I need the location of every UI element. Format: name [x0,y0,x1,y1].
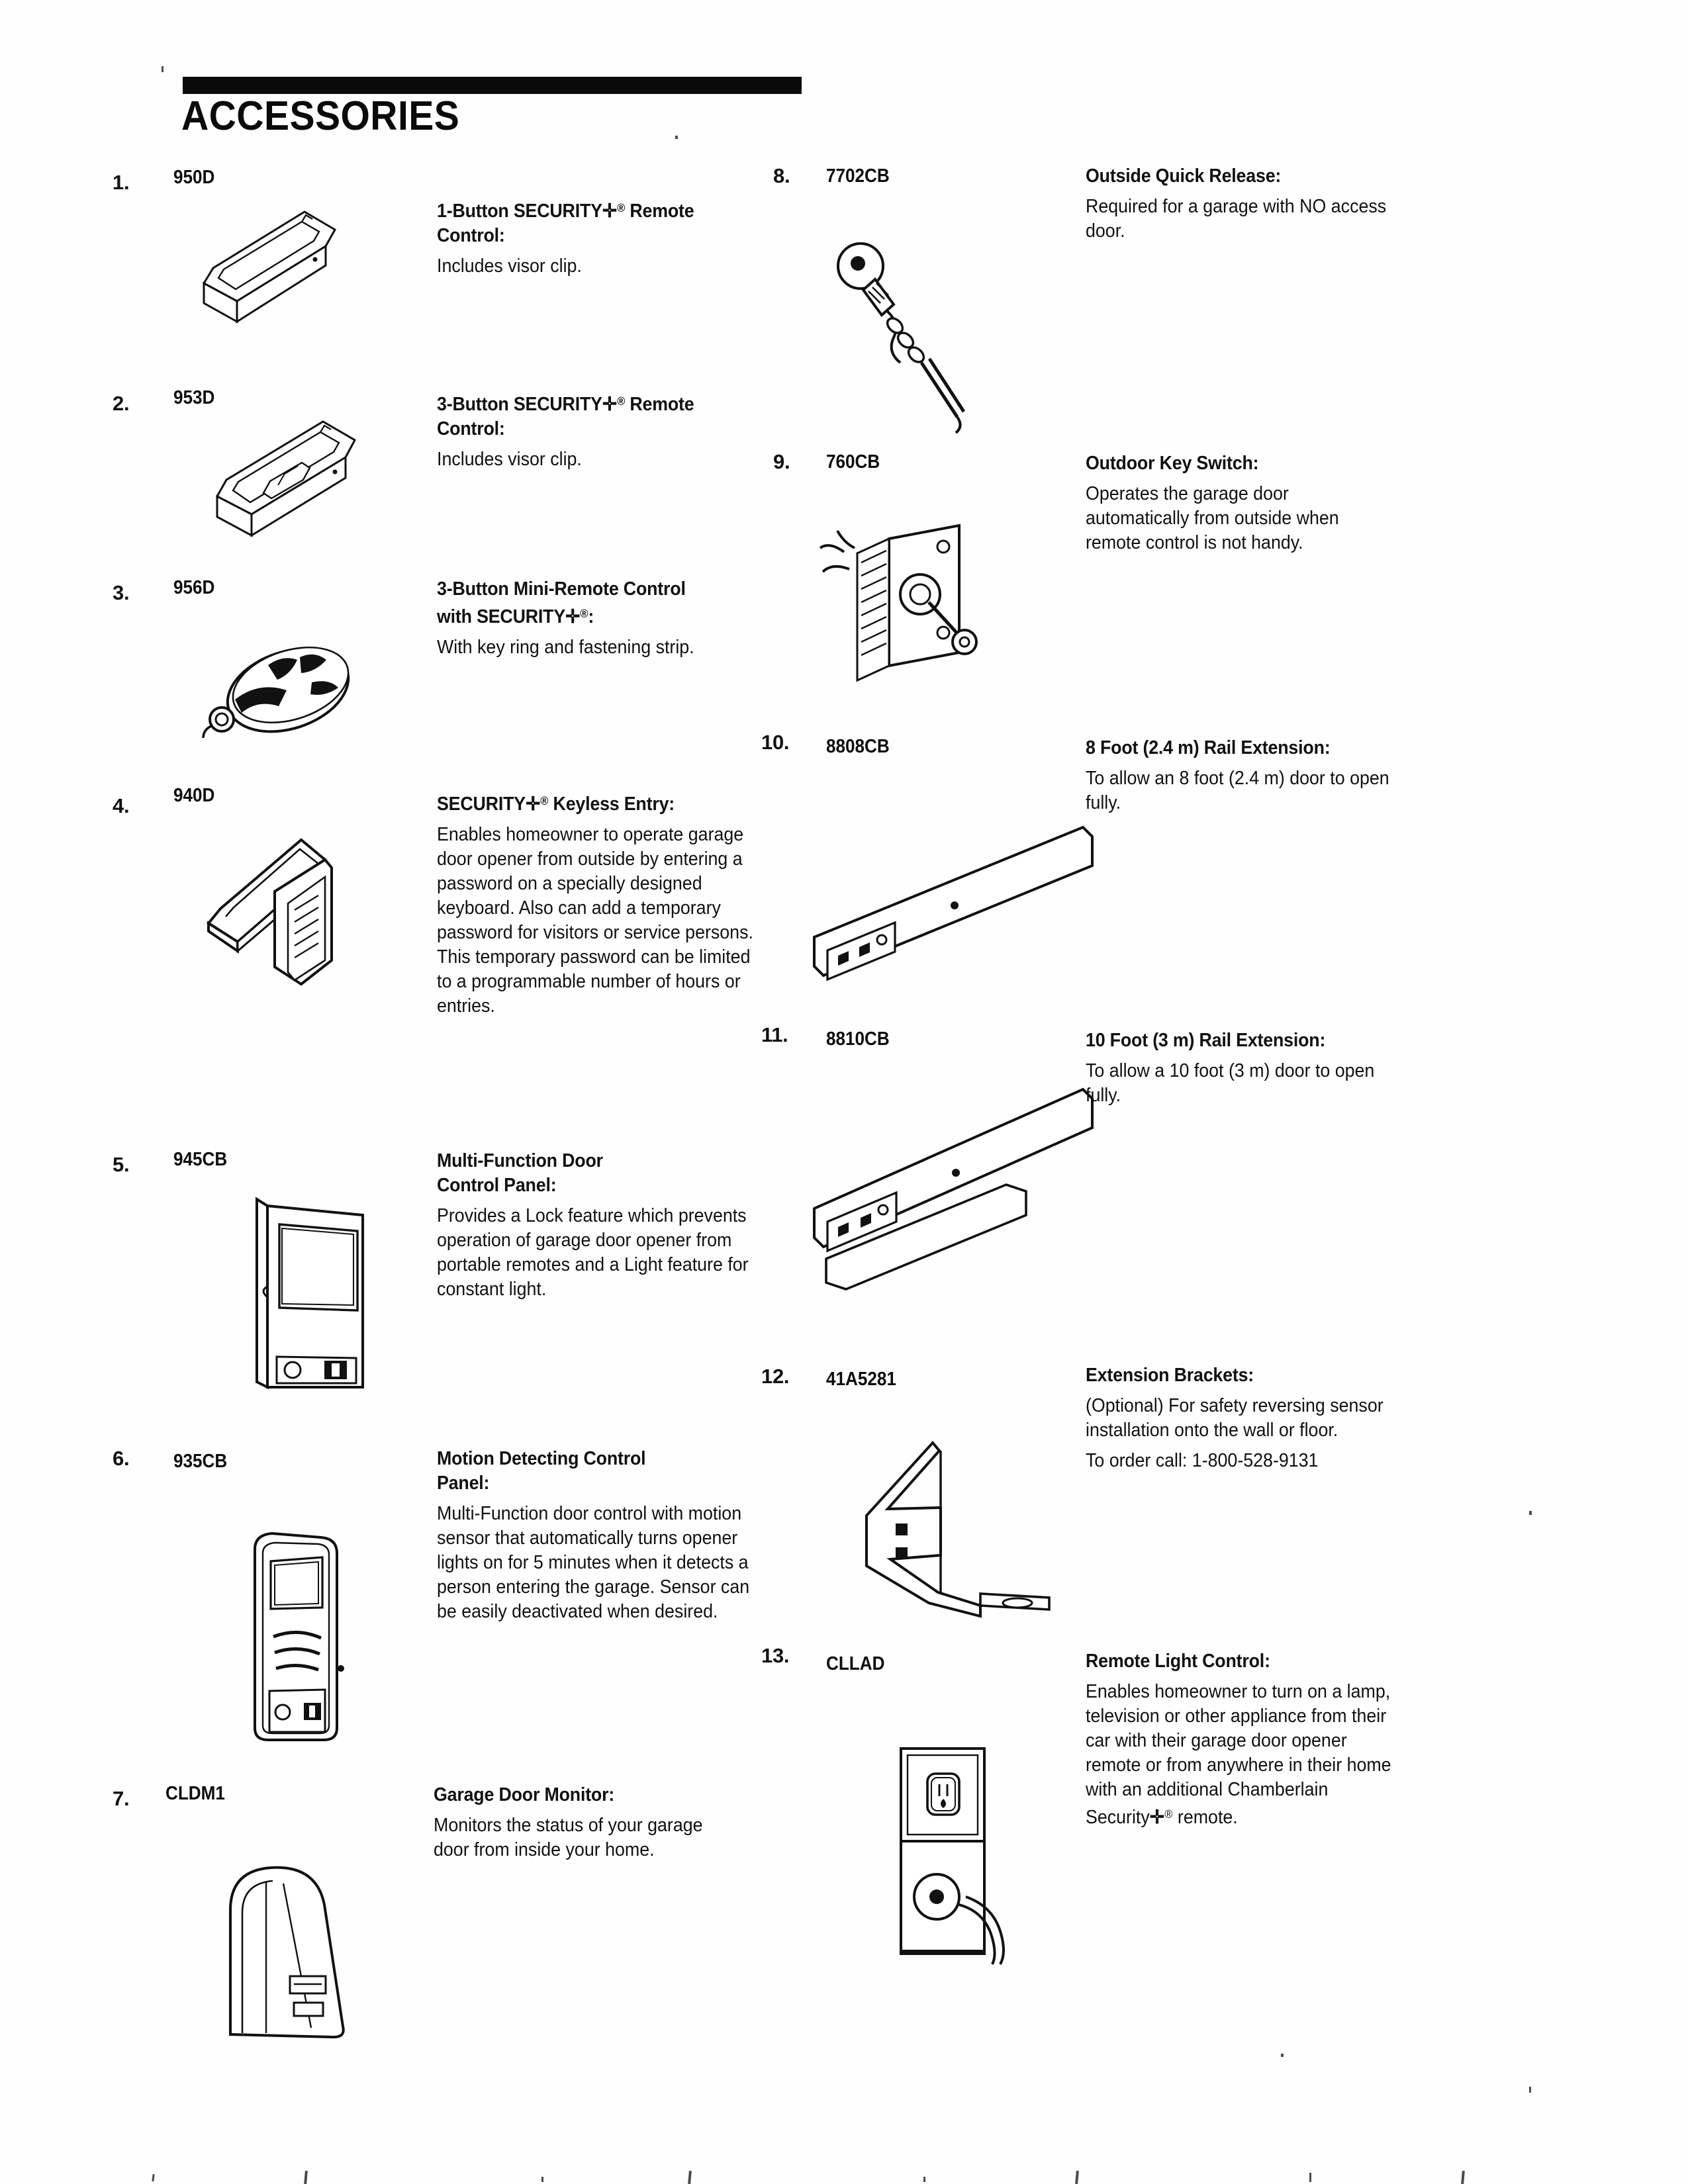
scan-artifact [1461,2171,1465,2184]
scan-artifact [1529,2087,1531,2093]
item-model: 935CB [173,1451,228,1472]
item-number: 2. [113,392,130,415]
item-model: 41A5281 [826,1369,896,1390]
quick-release-illustration [821,238,993,443]
item-model: CLLAD [826,1653,885,1674]
item-model: CLDM1 [165,1783,225,1804]
item-description: 1-Button SECURITY✛® Remote Control: Includes visor clip. [437,200,694,277]
scan-artifact [1529,1511,1532,1515]
item-number: 6. [113,1447,130,1470]
scan-artifact [152,2174,154,2181]
item-number: 12. [761,1365,790,1388]
item-number: 10. [761,731,790,754]
key-switch-illustration [818,516,1009,702]
item-description: Garage Door Monitor: Monitors the status of your garage door from inside your home. [434,1784,703,1860]
extension-bracket-illustration [851,1436,1069,1621]
item-number: 8. [773,164,790,187]
item-model: 945CB [173,1149,228,1170]
item-model: 953D [173,387,215,408]
rail-10ft-illustration [808,1079,1099,1310]
item-number: 1. [113,171,130,194]
item-number: 4. [113,794,130,817]
item-model: 8808CB [826,736,890,757]
scan-artifact [923,2177,925,2182]
item-number: 11. [761,1023,788,1046]
item-description: 8 Foot (2.4 m) Rail Extension: To allow an 8 foot (2.4 m) door to open fully. [1086,737,1389,813]
remote-3button-illustration [185,407,377,539]
item-number: 5. [113,1153,130,1176]
item-description: Motion Detecting Control Panel: Multi-Function door control with motion sensor that automatically turns opener lights on for 5 minutes when it detects a person entering the garage. Sensor can be easily deactivated when desired. [437,1448,750,1622]
light-control-illustration [877,1741,1069,1966]
scan-artifact [1075,2171,1079,2184]
scan-artifact [675,136,678,139]
scan-artifact [1309,2173,1311,2182]
item-number: 9. [773,450,790,473]
header-rule [183,77,802,94]
rail-8ft-illustration [808,814,1099,999]
item-number: 7. [113,1787,130,1810]
item-description: 10 Foot (3 m) Rail Extension: To allow a 10 foot (3 m) door to open fully. [1086,1030,1375,1106]
scan-artifact [688,2171,692,2184]
item-model: 940D [173,785,215,806]
control-panel-illustration [245,1191,384,1390]
item-description: Outdoor Key Switch: Operates the garage door automatically from outside when remote control is not handy. [1086,453,1339,553]
item-model: 956D [173,577,215,598]
scan-artifact [541,2177,543,2182]
item-description: SECURITY✛® Keyless Entry: Enables homeowner to operate garage door opener from outside by entering a password on a specially designed keyboard. Also can add a temporary password for visitors or service persons. This temporary password can be limited to a programmable number of hours or entries. [437,793,753,1017]
item-description: Extension Brackets: (Optional) For safety reversing sensor installation onto the wall or floor. To order call: 1-800-528-9131 [1086,1363,1403,1473]
item-model: 760CB [826,451,880,473]
item-description: Outside Quick Release: Required for a garage with NO access door. [1086,165,1387,242]
item-description: 3-Button Mini-Remote Control with SECURITY✛®: With key ring and fastening strip. [437,578,694,658]
item-description: Remote Light Control: Enables homeowner to turn on a lamp, television or other appliance from their car with their garage door opener remote or from anywhere in their home with an additional Chamberlain Security✛® remote. [1086,1651,1391,1828]
keyless-entry-illustration [195,831,387,1003]
item-description: 3-Button SECURITY✛® Remote Control: Includes visor clip. [437,393,694,470]
page-title: ACCESSORIES [181,93,460,139]
scan-artifact [304,2171,308,2184]
mini-remote-illustration [189,619,387,758]
scan-artifact [162,66,164,72]
item-description: Multi-Function Door Control Panel: Provides a Lock feature which prevents operation of garage door opener from portable remotes and a Light feature for constant light. [437,1150,749,1300]
motion-panel-illustration [235,1525,367,1744]
order-phone-line: To order call: 1-800-528-9131 [1086,1450,1319,1471]
item-model: 8810CB [826,1028,890,1050]
item-model: 950D [173,167,215,188]
item-number: 13. [761,1644,790,1667]
remote-1button-illustration [172,199,357,324]
door-monitor-illustration [205,1846,357,2038]
item-model: 7702CB [826,165,890,187]
scan-artifact [1281,2054,1284,2057]
item-number: 3. [113,581,130,604]
